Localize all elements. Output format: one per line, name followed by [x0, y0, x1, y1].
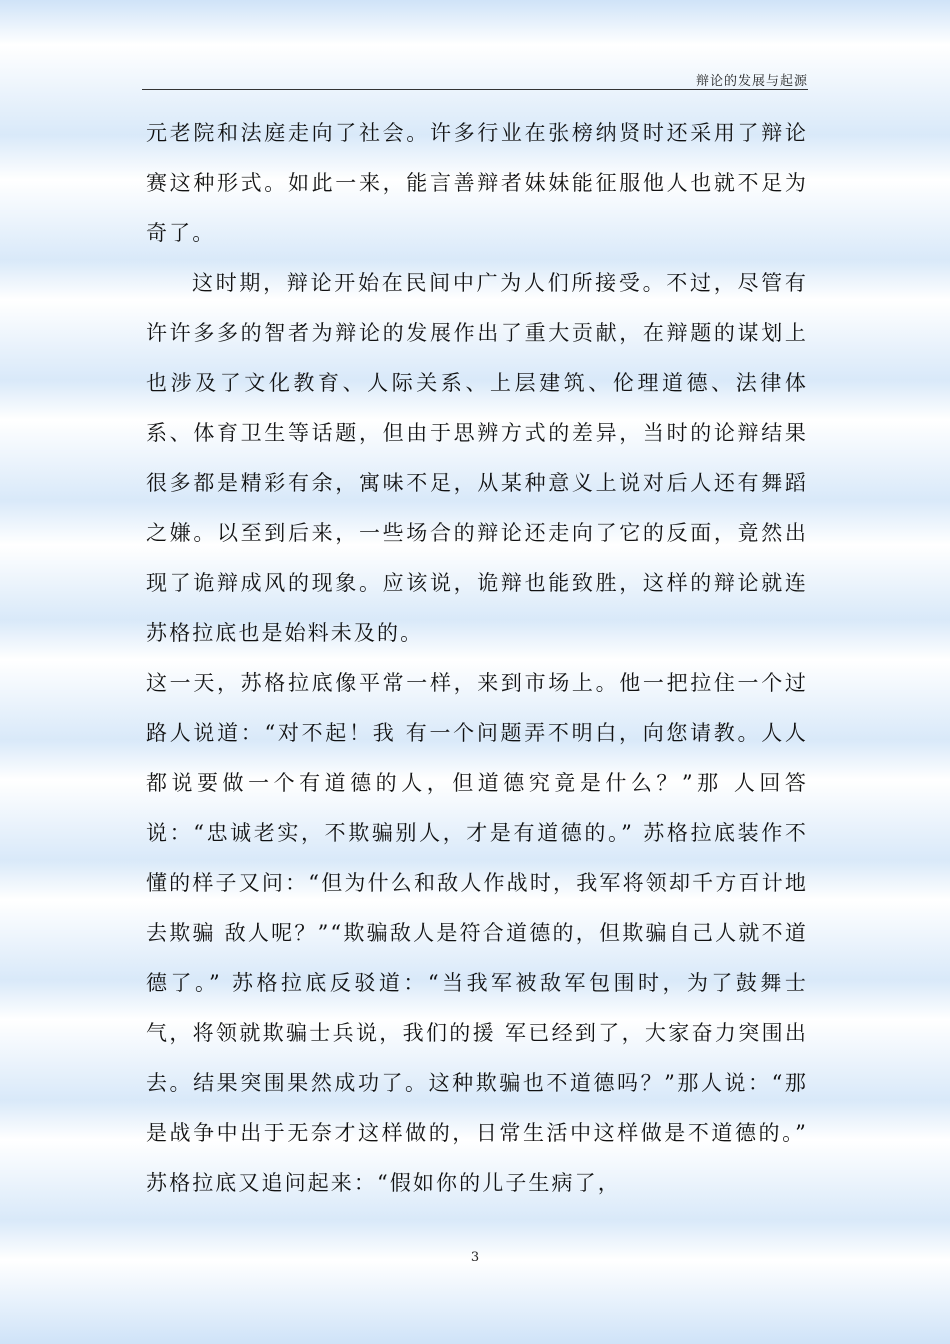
paragraph-1: 元老院和法庭走向了社会。许多行业在张榜纳贤时还采用了辩论赛这种形式。如此一来，能言善辩者妹妹能征服他人也就不足为奇了。 [146, 121, 808, 245]
running-header-title: 辩论的发展与起源 [695, 74, 808, 89]
page-number: 3 [470, 1250, 480, 1265]
header-divider [142, 89, 808, 90]
paragraph-2: 这时期，辩论开始在民间中广为人们所接受。不过，尽管有许许多多的智者为辩论的发展作出了重大贡献，在辩题的谋划上也涉及了文化教育、人际关系、上层建筑、伦理道德、法律体系、体育卫生等话题，但由于思辨方式的差异，当时的论辩结果很多都是精彩有余，寓味不足，从某种意义上说对后人还有舞蹈之嫌。以至到后来，一些场合的辩论还走向了它的反面，竟然出现了诡辩成风的现象。应该说，诡辩也能致胜，这样的辩论就连苏格拉底也是始料未及的。 [146, 271, 808, 645]
document-body [146, 108, 808, 1208]
paragraph-3: 这一天，苏格拉底像平常一样，来到市场上。他一把拉住一个过路人说道：“对不起！我 有一个问题弄不明白，向您请教。人人都说要做一个有道德的人，但道德究竟是什么？”那 人回答说：“忠诚老实，不欺骗别人，才是有道德的。” 苏格拉底装作不懂的样子又问：“但为什么和敌人作战时，我军将领却千方百计地去欺骗 敌人呢？”“欺骗敌人是符合道德的，但欺骗自己人就不道德了。” 苏格拉底反驳道：“当我军被敌军包围时，为了鼓舞士气，将领就欺骗士兵说，我们的援 军已经到了，大家奋力突围出去。结果突围果然成功了。这种欺骗也不道德吗？”那人说：“那是战争中出于无奈才这样做的，日常生活中这样做是不道德的。” 苏格拉底又追问起来：“假如你的儿子生病了， [146, 671, 808, 1195]
